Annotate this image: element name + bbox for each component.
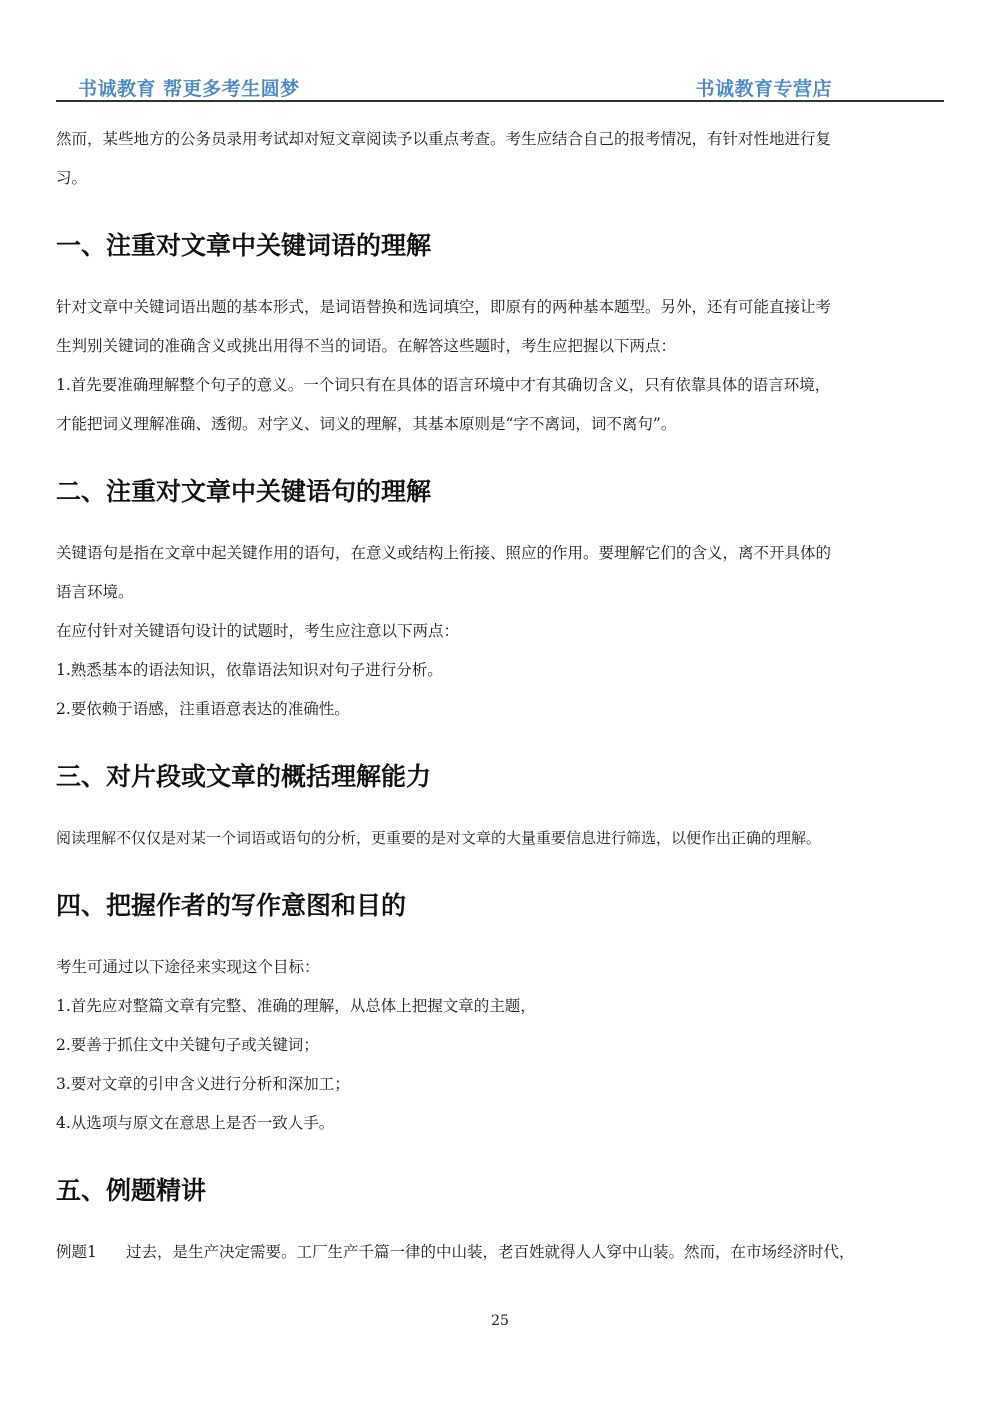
section-1-line-1: 针对文章中关键词语出题的基本形式，是词语替换和选词填空，即原有的两种基本题型。另外，还有可能直接让考 — [56, 298, 832, 316]
example-label: 例题1 — [56, 1243, 97, 1261]
page-number: 25 — [491, 1313, 509, 1329]
section-1-line-2: 生判别关键词的准确含义或挑出用得不当的词语。在解答这些题时，考生应把握以下两点： — [56, 337, 677, 355]
section-4-line-2: 1.首先应对整篇文章有完整、准确的理解，从总体上把握文章的主题， — [56, 997, 536, 1015]
section-2-title: 二、注重对文章中关键语句的理解 — [56, 477, 432, 506]
section-4-line-3: 2.要善于抓住文中关键句子或关键词； — [56, 1036, 319, 1054]
section-4-line-5: 4.从选项与原文在意思上是否一致人手。 — [56, 1114, 335, 1132]
header-store-name: 书诚教育专营店 — [695, 78, 832, 100]
example-text: 过去，是生产决定需要。工厂生产千篇一律的中山装，老百姓就得人人穿中山装。然而，在市场经济时代， — [126, 1243, 855, 1261]
section-3-line-1: 阅读理解不仅仅是对某一个词语或语句的分析，更重要的是对文章的大量重要信息进行筛选，以便作出正确的理解。 — [56, 829, 822, 847]
intro-line-2: 习。 — [56, 169, 88, 187]
document-body — [56, 110, 944, 1272]
section-2-line-2: 语言环境。 — [56, 583, 134, 601]
example-1 — [56, 1233, 944, 1272]
section-2-line-5: 2.要依赖于语感，注重语意表达的准确性。 — [56, 700, 350, 718]
section-4-title: 四、把握作者的写作意图和目的 — [56, 891, 407, 920]
section-3-title: 三、对片段或文章的概括理解能力 — [56, 762, 432, 791]
section-1-line-3: 1.首先要准确理解整个句子的意义。一个词只有在具体的语言环境中才有其确切含义，只有依靠具体的语言环境， — [56, 376, 831, 394]
section-2-line-4: 1.熟悉基本的语法知识，依靠语法知识对句子进行分析。 — [56, 661, 443, 679]
page-header — [56, 72, 944, 102]
section-4-line-4: 3.要对文章的引申含义进行分析和深加工； — [56, 1075, 350, 1093]
section-2-line-1: 关键语句是指在文章中起关键作用的语句，在意义或结构上衔接、照应的作用。要理解它们的含义，离不开具体的 — [56, 544, 832, 562]
intro-line-1: 然而，某些地方的公务员录用考试却对短文章阅读予以重点考查。考生应结合自己的报考情况，有针对性地进行复 — [56, 130, 832, 148]
section-4-line-1: 考生可通过以下途径来实现这个目标： — [56, 958, 320, 976]
section-1-title: 一、注重对文章中关键词语的理解 — [56, 231, 432, 260]
header-brand-slogan: 书诚教育 帮更多考生圆梦 — [78, 78, 300, 100]
section-5-title: 五、例题精讲 — [56, 1176, 207, 1205]
section-1-line-4: 才能把词义理解准确、透彻。对字义、词义的理解，其基本原则是“字不离词，词不离句”。 — [56, 415, 677, 433]
section-2-line-3: 在应付针对关键语句设计的试题时，考生应注意以下两点： — [56, 622, 460, 640]
